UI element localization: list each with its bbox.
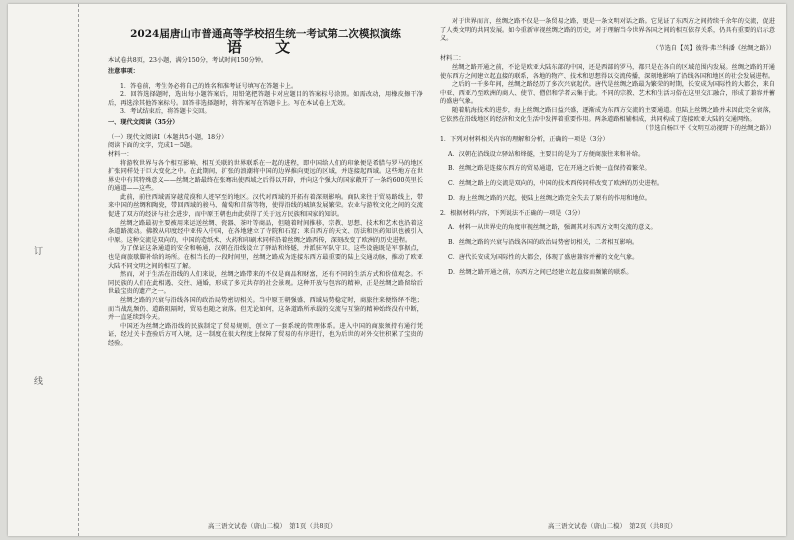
text-paragraph: D．丝绸之路开通之前，东西方之间已经建立起直接而频繁的联系。	[448, 268, 633, 276]
text-paragraph: （一）现代文阅读Ⅰ（本题共5小题，18分）	[108, 133, 228, 141]
text-paragraph: 3．考试结束后，将答题卡交回。	[120, 108, 211, 116]
text-paragraph: A．材料一从世界史的角度审视丝绸之路，强调其对东西方文明交流的意义。	[448, 224, 657, 232]
text-paragraph: C．丝绸之路上的交流是双向的，中国的技术西传同样改变了欧洲的历史进程。	[448, 180, 664, 188]
text-paragraph: B．丝绸之路是连接东西方的贸易通道，它在开通之后便一直保持着繁荣。	[448, 165, 651, 173]
text-paragraph: 2．回答选择题时，选出每小题答案后，用铅笔把答题卡对应题目的答案标号涂黑。如需改动，用橡皮擦干净后，再选涂其他答案标号。回答非选择题时，将答案写在答题卡上。写在本试卷上无效。	[108, 91, 423, 107]
text-paragraph: 一、现代文阅读（35分）	[108, 118, 179, 126]
text-paragraph: A．汉朝在沿线设立驿站和烽燧，主要目的是为了方便商旅往来和补给。	[448, 150, 645, 158]
text-paragraph: 1．答卷前，考生务必将自己的姓名和准考证号填写在答题卡上。	[120, 82, 298, 90]
text-paragraph: 丝绸之路最初主要被用来运送丝绸、瓷器、茶叶等商品，但随着时间推移，宗教、思想、技术和艺术也沿着这条道路流动。佛教从印度经中亚传入中国，在各地建立了寺院和石窟；来自西方的天文、历法和医药知识也被引入中原。这种交流是双向的，中国的造纸术、火药和印刷术同样沿着丝绸之路西传，深刻改变了欧洲的历史进程。	[108, 219, 423, 244]
text-paragraph: （节选自【英】彼得·弗兰科潘《丝绸之路》）	[652, 44, 775, 52]
text-paragraph: 2．根据材料内容，下列说法不正确的一项是（3分）	[440, 209, 584, 217]
text-paragraph: 中国还为丝绸之路沿线的民族制定了贸易规则，创立了一套系统的管理体系。进入中国的商旅须持有通行凭证，经过关卡查验后方可入境，这一制度在很大程度上保障了贸易的有序进行，也为后世的对外交往积累了宝贵的经验。	[108, 322, 423, 347]
left-column	[108, 18, 423, 349]
binding-mark: 订	[34, 247, 44, 257]
text-paragraph: 本试卷共8页，23小题，满分150分，考试时间150分钟。	[108, 57, 268, 65]
text-paragraph: 1．下列对材料相关内容的理解和分析，正确的一项是（3分）	[440, 135, 609, 143]
binding-margin	[8, 4, 79, 536]
text-paragraph: B．丝绸之路的兴衰与沿线各国的政治局势密切相关，二者相互影响。	[448, 239, 639, 247]
text-paragraph: 将游牧世界与各个相互影响、相互关联的世界联系在一起的进程，即中国给人们的印象便是希腊与罗马的地区扩张同样处于巨大变化之中。在此期间，扩张的浪潮将中国的边界推向更远的区域，并连接起西域。这些地方在世界史中有其特殊意义——丝绸之路最终在张骞出使西域之后得以开辟，并向这个强大的国家敞开了一条约600英里长的通道——这些。	[108, 159, 423, 193]
text-paragraph: 阅读下面的文字，完成1～5题。	[108, 142, 197, 150]
page-footer-left: 高三语文试卷（唐山二模） 第1页（共8页）	[208, 522, 337, 530]
exam-title: 2024届唐山市普通高等学校招生统一考试第二次模拟演练	[130, 28, 401, 40]
text-paragraph: 此前，前往西域需穿越荒漠和人迹罕至的地区。汉代对西域的开拓有着深刻影响。商队来往于贸易路线上，带来中国的丝绸和陶瓷，带回西域的骏马、葡萄和苜蓿等物，使得沿线的城镇发展繁荣。农业与游牧文化之间的交流促进了双方的经济与社会进步，而中原王朝也由此获得了关于远方民族和国家的知识。	[108, 193, 423, 219]
text-paragraph: 随着航海技术的进步，海上丝绸之路日益兴盛，逐渐成为东西方交流的主要通道。但陆上丝绸之路并未因此完全衰落，它依然在沿线地区的经济和文化生活中发挥着重要作用。两条道路相辅相成，共同构成了连接欧亚大陆的交通网络。	[440, 106, 775, 123]
binding-mark: 线	[34, 377, 44, 387]
text-paragraph: 材料二：	[440, 55, 465, 63]
exam-sheet	[8, 4, 786, 536]
text-paragraph: 注意事项：	[108, 67, 139, 75]
text-paragraph: D．海上丝绸之路的兴起，使陆上丝绸之路完全失去了原有的作用和地位。	[448, 194, 651, 202]
right-body	[440, 18, 775, 277]
text-paragraph: 对于世界而言，丝绸之路不仅是一条贸易之路，更是一条文明对话之路。它见证了东西方之间持续千余年的交流，促进了人类文明的共同发展。如今重新审视丝绸之路的历史，对于理解当今世界各国之间的相互依存关系，仍具有重要的启示意义。	[440, 18, 775, 43]
text-paragraph: 丝绸之路开通之前，不论是欧亚大陆东部的中国，还是西部的罗马，都只是在各自的区域范围内发展。丝绸之路的开通使东西方之间建立起直接的联系，各地的物产、技术和思想得以交流传播，深刻地影响了沿线各国和地区的社会发展进程。	[440, 63, 775, 80]
right-column	[440, 18, 775, 284]
text-paragraph: 之后的一千多年间，丝绸之路经历了多次兴衰起伏。唐代是丝绸之路最为繁荣的时期，长安成为国际性的大都会，来自中亚、西亚乃至欧洲的商人、使节、僧侣和学者云集于此。不同的宗教、艺术和生活习俗在这里交汇融合，形成了兼容并蓄的盛唐气象。	[440, 81, 775, 106]
page-footer-right: 高三语文试卷（唐山二模） 第2页（共8页）	[548, 522, 677, 530]
text-paragraph: 材料一：	[108, 150, 133, 158]
text-paragraph: C．唐代长安成为国际性的大都会，体现了盛唐兼容并蓄的文化气象。	[448, 253, 639, 261]
text-paragraph: 丝绸之路的兴衰与沿线各国的政治局势密切相关。当中原王朝强盛、西域局势稳定时，商旅往来便络绎不绝；而当战乱频仍、道路阻隔时，贸易也随之衰落。但无论如何，这条道路所承载的交流与互鉴的精神始终没有中断，并一直延续到今天。	[108, 297, 423, 322]
subject-title: 语 文	[226, 37, 305, 56]
text-paragraph: 然而，对于生活在沿线的人们来说，丝绸之路带来的不仅是商品和财富，还有不同的生活方式和价值观念。不同民族的人们在此相遇、交往、通婚，形成了多元共存的社会景观。这种开放与包容的精神，正是丝绸之路留给后世最宝贵的遗产之一。	[108, 271, 423, 296]
left-body	[108, 57, 423, 348]
text-paragraph: （节选自杨巨平《文明互动视野下的丝绸之路》）	[641, 125, 775, 133]
text-paragraph: 为了保证这条通道的安全和畅通，汉朝在沿线设立了驿站和烽燧，并派驻军队守卫。这些设施既是军事据点，也是商旅歇脚补给的场所。在相当长的一段时间里，丝绸之路成为连接东西方最重要的陆上交通动脉，推动了欧亚大陆不同文明之间的相互了解。	[108, 245, 423, 270]
